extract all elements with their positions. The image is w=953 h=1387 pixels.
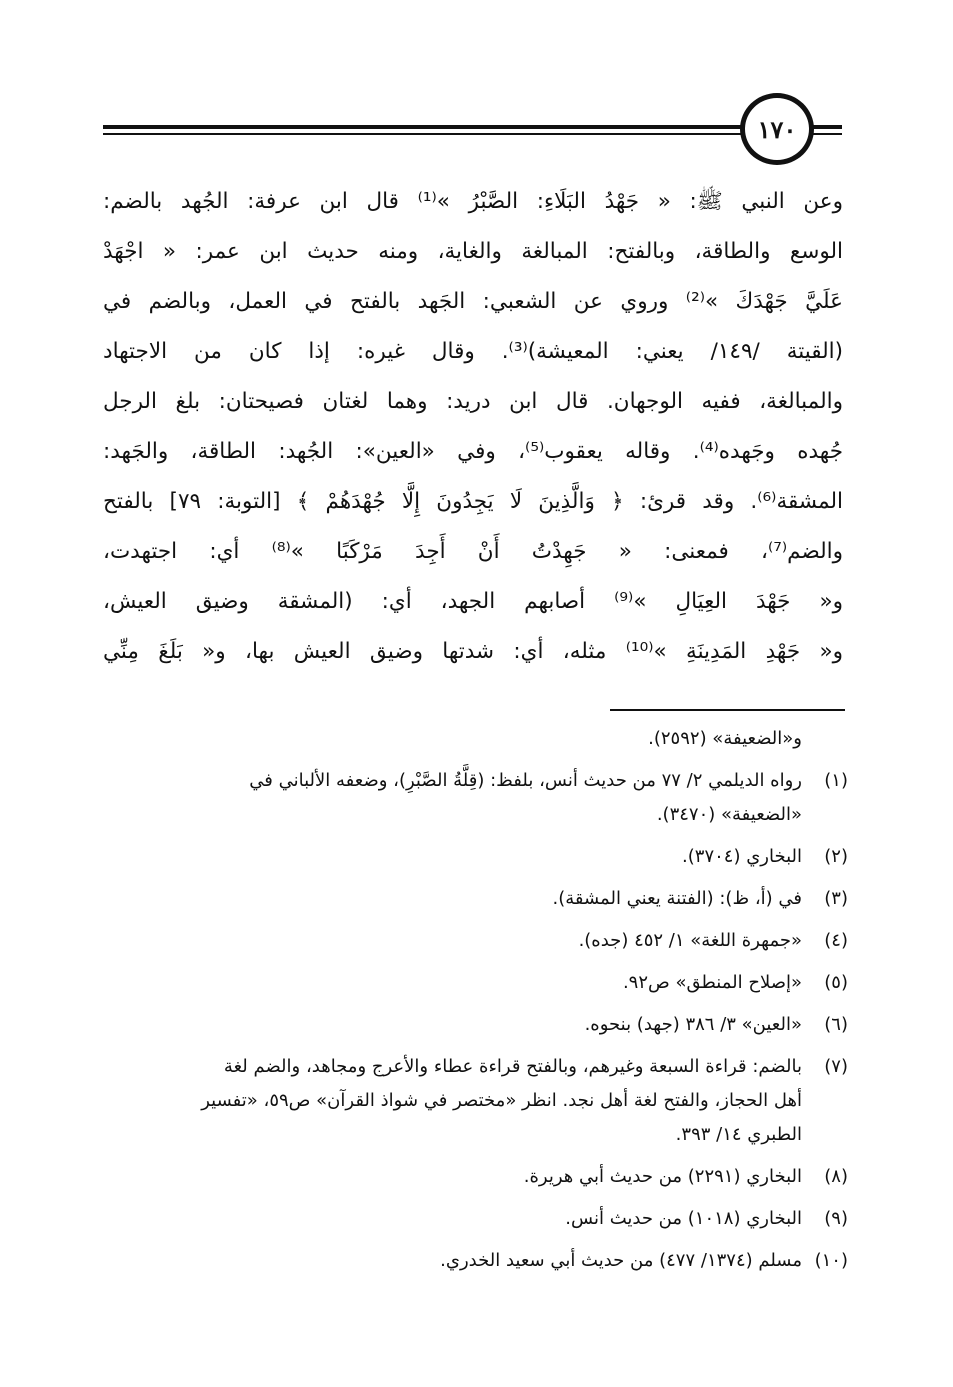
header-rule-tail-thick xyxy=(812,125,842,129)
footnote-line: في (أ، ظ): (الفتنة يعني المشقة). xyxy=(552,888,802,909)
footnote-line: الطبري ١٤/ ٣٩٣. xyxy=(675,1124,802,1145)
text-line: الوسع والطاقة، وبالفتح: المبالغة والغاية، ومنه حديث ابن عمر: « اجْهَدْ xyxy=(103,239,843,264)
footnote xyxy=(103,840,848,874)
footnote-line: «الضعيفة» (٣٤٧٠). xyxy=(656,804,802,825)
footnote-line: بالضم: قراءة السبعة وغيرهم، وبالفتح قراءة عطاء والأعرج ومجاهد، والضم لغة xyxy=(223,1056,802,1077)
footnote-number: (١٠) xyxy=(814,1250,848,1271)
footnote xyxy=(103,1202,848,1236)
header-rule-thick xyxy=(103,125,743,129)
footnote-line: البخاري (١٠١٨) من حديث أنس. xyxy=(565,1208,802,1229)
footnote xyxy=(103,1244,848,1278)
footnote-continuation: و«الضعيفة» (٢٥٩٢). xyxy=(648,728,802,749)
footnote-number: (١) xyxy=(824,770,848,791)
footnote-number: (٥) xyxy=(824,972,848,993)
text-line: والمبالغة، ففيه الوجهان. قال ابن دريد: وهما لغتان فصيحتان: بلغ الرجل xyxy=(103,389,843,414)
footnote-divider xyxy=(610,709,845,711)
page-number: ١٧٠ xyxy=(740,93,814,165)
footnote-number: (٧) xyxy=(824,1056,848,1077)
footnotes xyxy=(103,722,848,1278)
footnote-line: مسلم (١٣٧٤/ ٤٧٧) من حديث أبي سعيد الخدري. xyxy=(440,1250,802,1271)
footnote-number: (٢) xyxy=(824,846,848,867)
footnote-number: (٦) xyxy=(824,1014,848,1035)
footnote-line: «جمهرة اللغة» ١/ ٤٥٢ (جده). xyxy=(578,930,802,951)
footnote-number: (٤) xyxy=(824,930,848,951)
footnote-line: «العين» ٣/ ٣٨٦ (جهد) بنحوه. xyxy=(584,1014,802,1035)
footnote-number: (٣) xyxy=(824,888,848,909)
header-rule-tail-thin xyxy=(812,133,842,135)
footnote-line: أهل الحجاز، والفتح لغة أهل نجد. انظر «مختصر في شواذ القرآن» ص٥٩، «تفسير xyxy=(201,1090,802,1111)
text-line: (القيتة /١٤٩/ يعني: المعيشة)⁽³⁾. وقال غيره: إذا كان من الاجتهاد xyxy=(103,339,843,364)
footnote xyxy=(103,764,848,832)
text-line: عَلَيَّ جَهْدَكَ »⁽²⁾ وروي عن الشعبي: الجَهد بالفتح في العمل، وبالضم في xyxy=(103,289,843,314)
footnote xyxy=(103,1008,848,1042)
footnote xyxy=(103,1160,848,1194)
text-line: وعن النبي ﷺ: « جَهْدُ البَلَاءِ: الصَّبْرُ »⁽¹⁾ قال ابن عرفة: الجُهد بالضم: xyxy=(103,189,843,214)
main-text xyxy=(103,177,843,677)
footnote-line: البخاري (٣٧٠٤). xyxy=(682,846,802,867)
footnote xyxy=(103,1050,848,1152)
header-rule-thin xyxy=(103,133,743,135)
footnote xyxy=(103,882,848,916)
text-line: المشقة⁽⁶⁾. وقد قرئ: ﴿ وَالَّذِينَ لَا يَجِدُونَ إِلَّا جُهْدَهُمْ ﴾ [التوبة: ٧٩] بالفتح xyxy=(103,489,843,514)
footnote xyxy=(103,966,848,1000)
footnote-number: (٨) xyxy=(824,1166,848,1187)
footnote xyxy=(103,924,848,958)
text-line: و« جَهْدِ المَدِينَةِ »⁽¹⁰⁾ مثله، أي: شدتها وضيق العيش بها، و« بَلَغَ مِنِّي xyxy=(103,639,843,664)
text-line: جُهده وجَهده⁽⁴⁾. وقاله يعقوب⁽⁵⁾، وفي «العين»: الجُهد: الطاقة، والجَهد: xyxy=(103,439,843,464)
text-line: و« جَهْدَ العِيَالِ »⁽⁹⁾ أصابهم الجهد، أي: (المشقة وضيق العيش، xyxy=(103,589,843,614)
footnote-number: (٩) xyxy=(824,1208,848,1229)
text-line: والضم⁽⁷⁾، فمعنى: « جَهِدْتُ أَنْ أَجِدَ مَرْكَبًا »⁽⁸⁾ أي: اجتهدت، xyxy=(103,539,843,564)
page-header xyxy=(0,78,953,188)
footnote-line: البخاري (٢٢٩١) من حديث أبي هريرة. xyxy=(523,1166,802,1187)
footnote-line: رواه الديلمي ٢/ ٧٧ من حديث أنس، بلفظ: (قِلَّةُ الصَّبْرِ)، وضعفه الألباني في xyxy=(249,770,802,791)
footnote-line: «إصلاح المنطق» ص٩٢. xyxy=(622,972,802,993)
